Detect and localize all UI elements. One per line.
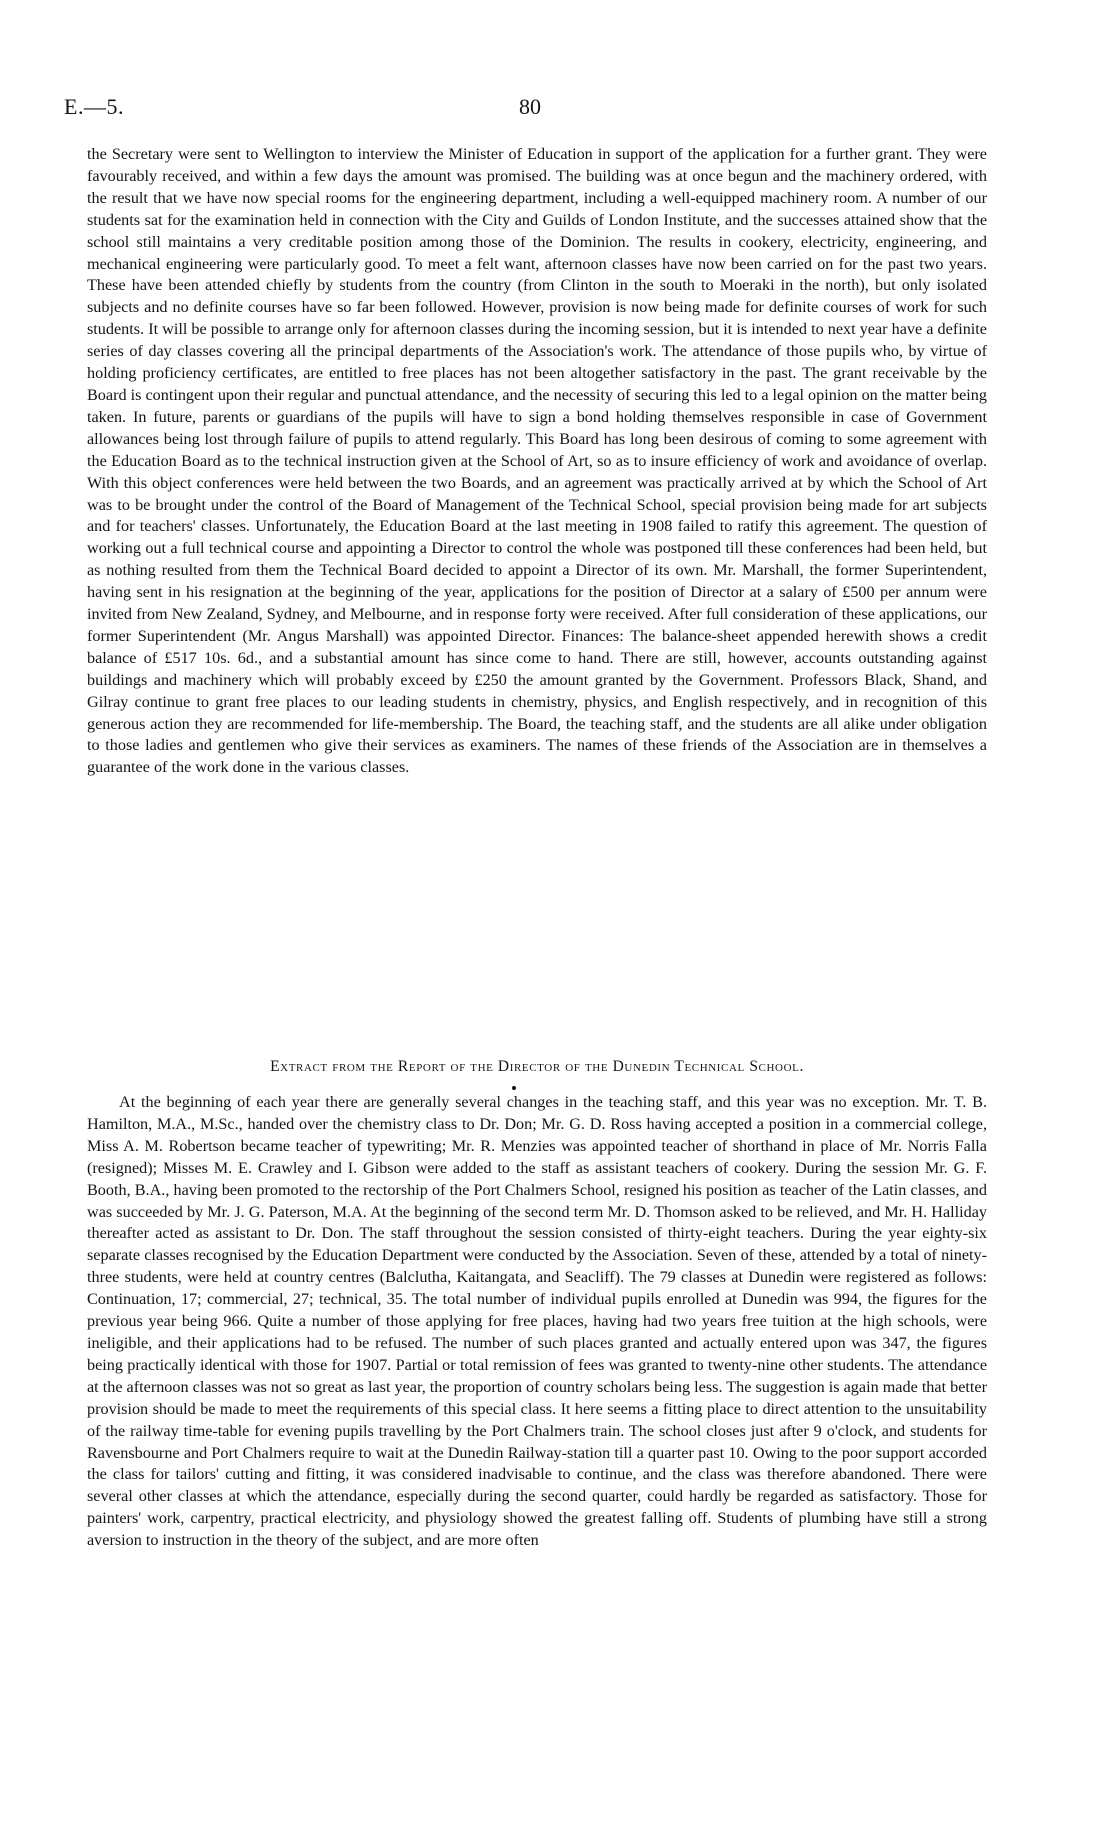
report-reference: E.—5. [64,94,124,119]
body-paragraph: At the beginning of each year there are generally several changes in the teaching staff, and this year was no exception. Mr. T. B. Hamilton, M.A., M.Sc., handed over the chemistry class to Dr. Don; Mr. G. D. Ross having accepted a position in a commercial college, Miss A. M. Robertson became teacher of typewriting; Mr. R. Menzies was appointed teacher of shorthand in place of Mr. Norris Falla (resigned); Misses M. E. Crawley and I. Gibson were added to the staff as assistant teachers of cookery. During the session Mr. G. F. Booth, B.A., having been promoted to the rectorship of the Port Chalmers School, resigned his position as teacher of the Latin classes, and was succeeded by Mr. J. G. Paterson, M.A. At the beginning of the second term Mr. D. Thomson asked to be relieved, and Mr. H. Halliday thereafter acted as assistant to Dr. Don. The staff throughout the session consisted of thirty-eight teachers. During the year eighty-six separate classes recognised by the Education Department were conducted by the Association. Seven of these, attended by a total of ninety-three students, were held at country centres (Balclutha, Kaitangata, and Seacliff). The 79 classes at Dunedin were registered as follows: Continuation, 17; commercial, 27; technical, 35. The total number of individual pupils enrolled at Dunedin was 994, the figures for the previous year being 966. Quite a number of those applying for free places, having had two years free tuition at the high schools, were ineligible, and their applications had to be refused. The number of such places granted and actually entered upon was 347, the figures being practically identical with those for 1907. Partial or total remission of fees was granted to twenty-nine other students. The attendance at the afternoon classes was not so great as last year, the proportion of country scholars being less. The suggestion is again made that better provision should be made to meet the requirements of this special class. It here seems a fitting place to direct attention to the unsuitability of the railway time-table for evening pupils travelling by the Port Chalmers train. The school closes just after 9 o'clock, and students for Ravensbourne and Port Chalmers require to wait at the Dunedin Railway-station till a quarter past 10. Owing to the poor support accorded the class for tailors' cutting and fitting, it was considered inadvisable to continue, and the class was therefore abandoned. There were several other classes at which the attendance, especially during the second quarter, could hardly be regarded as satisfactory. Those for painters' work, carpentry, practical electricity, and physiology showed the greatest falling off. Students of plumbing have still a strong aversion to instruction in the theory of the subject, and are more often [87,1093,987,1550]
page-number: 80 [519,94,541,119]
body-paragraph: the Secretary were sent to Wellington to interview the Minister of Education in support of the application for a further grant. They were favourably received, and within a few days the amount was promised. The building was at once begun and the machinery ordered, with the result that we have now special rooms for the engineering department, including a well-equipped machinery room. A number of our students sat for the examination held in connection with the City and Guilds of London Institute, and the successes attained show that the school still maintains a very creditable position among those of the Dominion. The results in cookery, electricity, engineering, and mechanical engineering were particularly good. To meet a felt want, afternoon classes have now been carried on for the past two years. These have been attended chiefly by students from the country (from Clinton in the south to Moeraki in the north), but only isolated subjects and no definite courses have so far been followed. However, provision is now being made for definite courses of work for such students. It will be possible to arrange only for afternoon classes during the incoming session, but it is intended to next year have a definite series of day classes covering all the principal departments of the Association's work. The attendance of those pupils who, by virtue of holding proficiency certificates, are entitled to free places has not been altogether satisfactory in the past. The grant receivable by the Board is contingent upon their regular and punctual attendance, and the necessity of securing this led to a legal opinion on the matter being taken. In future, parents or guardians of the pupils will have to sign a bond holding themselves responsible in case of Government allowances being lost through failure of pupils to attend regularly. This Board has long been desirous of coming to some agreement with the Education Board as to the technical instruction given at the School of Art, so as to insure efficiency of work and avoidance of overlap. With this object conferences were held between the two Boards, and an agreement was practically arrived at by which the School of Art was to be brought under the control of the Board of Management of the Technical School, special provision being made for art subjects and for teachers' classes. Unfortunately, the Education Board at the last meeting in 1908 failed to ratify this agreement. The question of working out a full technical course and appointing a Director to control the whole was postponed till these conferences had been held, but as nothing resulted from them the Technical Board decided to appoint a Director of its own. Mr. Marshall, the former Superintendent, having sent in his resignation at the beginning of the year, applications for the position of Director at a salary of £500 per annum were invited from New Zealand, Sydney, and Melbourne, and in response forty were received. After full consideration of these applications, our former Superintendent (Mr. Angus Marshall) was appointed Director. Finances: The balance-sheet appended herewith shows a credit balance of £517 10s. 6d., and a substantial amount has since come to hand. There are still, however, accounts outstanding against buildings and machinery which will probably exceed by £250 the amount granted by the Government. Professors Black, Shand, and Gilray continue to grant free places to our leading students in chemistry, physics, and English respectively, and in recognition of this generous action they are recommended for life-membership. The Board, the teaching staff, and the students are all alike under obligation to those ladies and gentlemen who give their services as examiners. The names of these friends of the Association are in themselves a guarantee of the work done in the various classes. [87,145,987,777]
body-section-director-report [87,1092,987,1552]
section-heading: Extract from the Report of the Director of the Dunedin Technical School. [270,1058,804,1075]
page-header [64,94,984,124]
body-section-board-report [87,144,987,779]
print-speck-mark [512,1086,516,1090]
